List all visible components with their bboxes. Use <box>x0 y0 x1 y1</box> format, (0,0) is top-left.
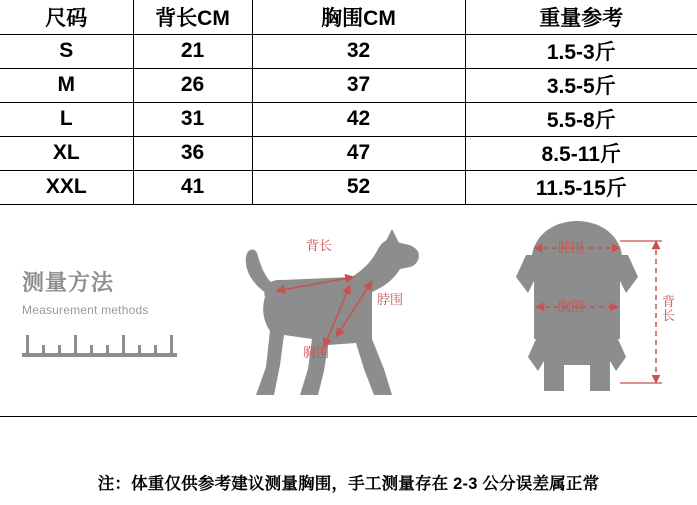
size-table <box>0 0 697 205</box>
table-row <box>0 136 697 170</box>
dog-silhouette-diagram <box>232 219 432 409</box>
cell-chest: 47 <box>252 136 465 170</box>
blank-band <box>0 417 697 467</box>
dog-label-chest-girth: 胸围 <box>303 344 330 360</box>
cell-size: S <box>0 34 133 68</box>
cell-weight: 11.5-15斤 <box>465 170 697 204</box>
garment-label-back-length: 背长 <box>662 293 676 324</box>
table-header-chest: 胸围CM <box>252 0 465 34</box>
cell-back: 26 <box>133 68 252 102</box>
cell-chest: 52 <box>252 170 465 204</box>
dog-label-neck-girth: 脖围 <box>377 291 404 307</box>
table-header-weight: 重量参考 <box>465 0 697 34</box>
cell-weight: 5.5-8斤 <box>465 102 697 136</box>
dog-label-back-length: 背长 <box>306 237 333 253</box>
cell-chest: 42 <box>252 102 465 136</box>
cell-size: M <box>0 68 133 102</box>
cell-weight: 1.5-3斤 <box>465 34 697 68</box>
garment-label-chest-girth: 胸围 <box>558 298 585 314</box>
cell-back: 41 <box>133 170 252 204</box>
cell-size: XL <box>0 136 133 170</box>
ruler-icon <box>22 331 177 357</box>
garment-label-neck-girth: 脖围 <box>558 239 585 255</box>
measurement-method-block <box>22 271 197 357</box>
cell-back: 21 <box>133 34 252 68</box>
garment-diagram <box>470 215 685 411</box>
table-header-size: 尺码 <box>0 0 133 34</box>
cell-size: L <box>0 102 133 136</box>
cell-weight: 8.5-11斤 <box>465 136 697 170</box>
table-row <box>0 102 697 136</box>
table-row <box>0 68 697 102</box>
cell-chest: 37 <box>252 68 465 102</box>
table-header-row <box>0 0 697 34</box>
measurement-diagram <box>0 205 697 417</box>
cell-chest: 32 <box>252 34 465 68</box>
method-title: 测量方法 <box>22 269 115 295</box>
cell-weight: 3.5-5斤 <box>465 68 697 102</box>
table-header-back: 背长CM <box>133 0 252 34</box>
cell-size: XXL <box>0 170 133 204</box>
table-row <box>0 34 697 68</box>
cell-back: 36 <box>133 136 252 170</box>
table-row <box>0 170 697 204</box>
method-subtitle: Measurement methods <box>22 302 149 317</box>
cell-back: 31 <box>133 102 252 136</box>
footnote: 注：体重仅供参考建议测量胸围，手工测量存在 2-3 公分误差属正常 <box>97 475 600 493</box>
